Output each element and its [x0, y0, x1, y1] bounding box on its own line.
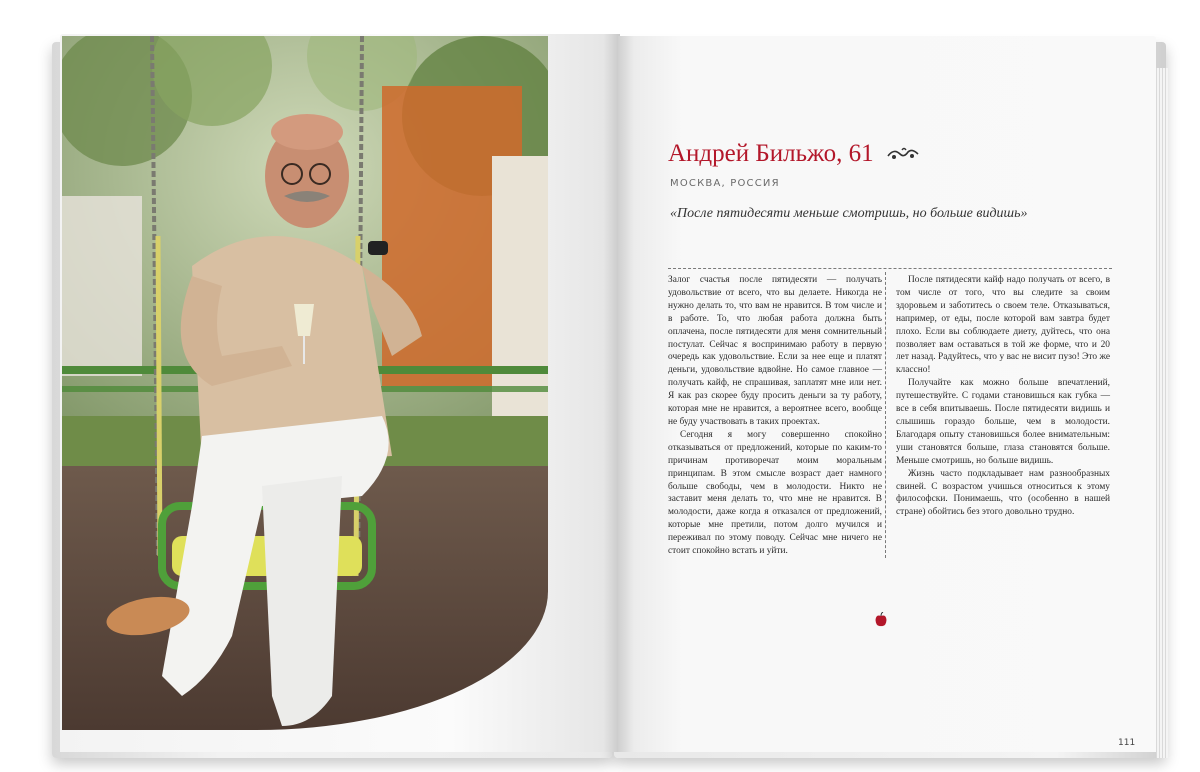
dashed-divider-vertical — [885, 272, 886, 558]
dashed-divider-horizontal — [668, 268, 1112, 269]
open-book — [22, 24, 1168, 752]
apple-icon — [874, 612, 888, 632]
paragraph: После пятидесяти кайф надо получать от всего, в том числе от того, что вы следите за своим здоровьем и заботитесь о своем теле. Отказываться, например, от еды, после которой вам завтра будет плохо. Если вы соблюдаете диету, дуйтесь, что она позволяет вам оставаться в той же форме, что и 20 лет назад. Радуйтесь, что у вас не висит пузо! Это же классно! — [896, 275, 1110, 376]
text-column-left — [668, 274, 882, 558]
article-title-text: Андрей Бильжо, 61 — [668, 140, 874, 167]
photo-illustration — [62, 36, 548, 730]
paragraph: Жизнь часто подкладывает нам разнообразных свиней. С возрастом учишься относиться к этому философски. Понимаешь, что (особенно в нашей стране) обойтись без этого довольно трудно. — [896, 468, 1110, 518]
text-column-right — [896, 274, 1110, 519]
article-title — [668, 140, 920, 169]
paragraph: Получайте как можно больше впечатлений, путешествуйте. С годами становишься как губка — все в себя впитываешь. После пятидесяти видишь и слышишь гораздо больше, чем в молодости. Благодаря опыту становишься более внимательным: уши становятся больше, глаза становятся больше. Меньше смотришь, но больше видишь. — [896, 378, 1110, 466]
swirl-ornament-icon — [886, 141, 920, 169]
page-edges — [1156, 68, 1168, 758]
article-location: МОСКВА, РОССИЯ — [670, 178, 780, 189]
page-number: 111 — [1118, 738, 1136, 748]
article-quote: «После пятидесяти меньше смотришь, но больше видишь» — [670, 206, 1028, 221]
paragraph: Залог счастья после пятидесяти — получать удовольствие от всего, что вы делаете. Никогда не нужно делать то, что вам не нравится. В том числе и в работе. То, что любая работа должна быть оплачена, после пятидесяти для меня сомнительный постулат. Сейчас я воспринимаю работу в первую очередь как удовольствие. Если за нее еще и платят деньги, удовольствие вдвойне. Но самое главное — получать кайф, не спрашивая, заплатят мне или нет. Я как раз скорее буду просить деньги за ту работу, которая мне не нравится, а вероятнее всего, вообще не буду участвовать в таких проектах. — [668, 275, 882, 427]
paragraph: Сегодня я могу совершенно спокойно отказываться от предложений, которые по каким-то причинам противоречат моим моральным принципам. В этом смысле возраст дает намного больше свободы, чем в молодости. Никто не заставит меня делать то, что мне не нравится. В молодости, даже когда я отказался от предложений, которые мне претили, потом долго мучился и переживал по этому поводу. Сейчас мне ничего не стоит спокойно встать и уйти. — [668, 429, 882, 557]
left-page — [60, 34, 620, 752]
right-page — [618, 36, 1156, 752]
portrait-photo — [62, 36, 548, 730]
